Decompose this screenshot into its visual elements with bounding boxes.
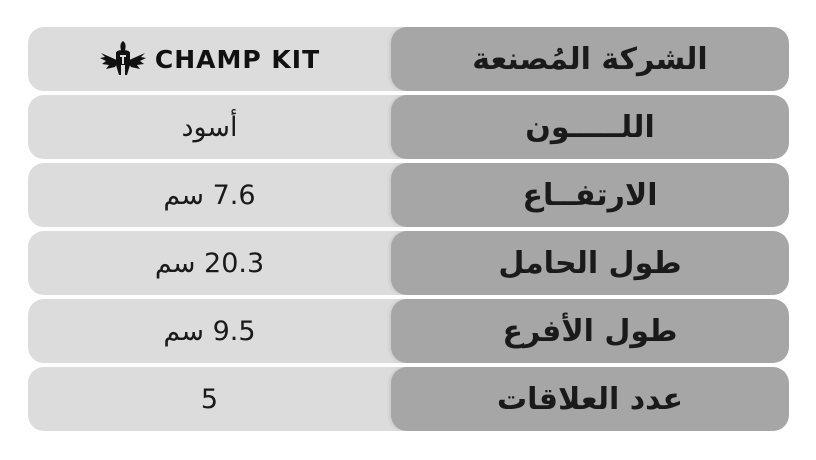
spec-value-cell	[28, 231, 391, 295]
spec-table	[28, 27, 789, 431]
spec-row-height	[28, 163, 789, 227]
spec-row-holder-length	[28, 231, 789, 295]
spec-label-height: الارتفــاع	[522, 177, 658, 213]
spec-value-hanger-count: 5	[200, 383, 219, 415]
spec-value-color: أسود	[181, 111, 238, 143]
spec-label-cell	[391, 231, 789, 295]
spec-value-height: 7.6 سم	[163, 179, 256, 211]
brand-name: CHAMP KIT	[154, 44, 321, 74]
spec-value-cell	[28, 299, 391, 363]
spec-value-cell	[28, 95, 391, 159]
spec-label-cell	[391, 367, 789, 431]
spec-label-holder-length: طول الحامل	[498, 245, 682, 281]
spec-row-hanger-count	[28, 367, 789, 431]
spec-label-cell	[391, 163, 789, 227]
spec-value-cell	[28, 163, 391, 227]
spec-value-cell	[28, 27, 391, 91]
spec-value-cell	[28, 367, 391, 431]
brand-logo-group	[99, 39, 320, 79]
spec-label-color: اللـــــون	[525, 109, 655, 145]
spec-label-hanger-count: عدد العلاقات	[497, 381, 683, 417]
spartan-helmet-wings-icon	[99, 39, 147, 79]
spec-label-cell	[391, 95, 789, 159]
spec-label-manufacturer: الشركة المُصنعة	[472, 41, 708, 77]
spec-value-holder-length: 20.3 سم	[154, 247, 265, 279]
spec-label-cell	[391, 27, 789, 91]
spec-row-color	[28, 95, 789, 159]
spec-label-cell	[391, 299, 789, 363]
spec-row-arm-length	[28, 299, 789, 363]
spec-row-manufacturer	[28, 27, 789, 91]
spec-label-arm-length: طول الأفرع	[502, 313, 678, 349]
spec-value-arm-length: 9.5 سم	[163, 315, 256, 347]
